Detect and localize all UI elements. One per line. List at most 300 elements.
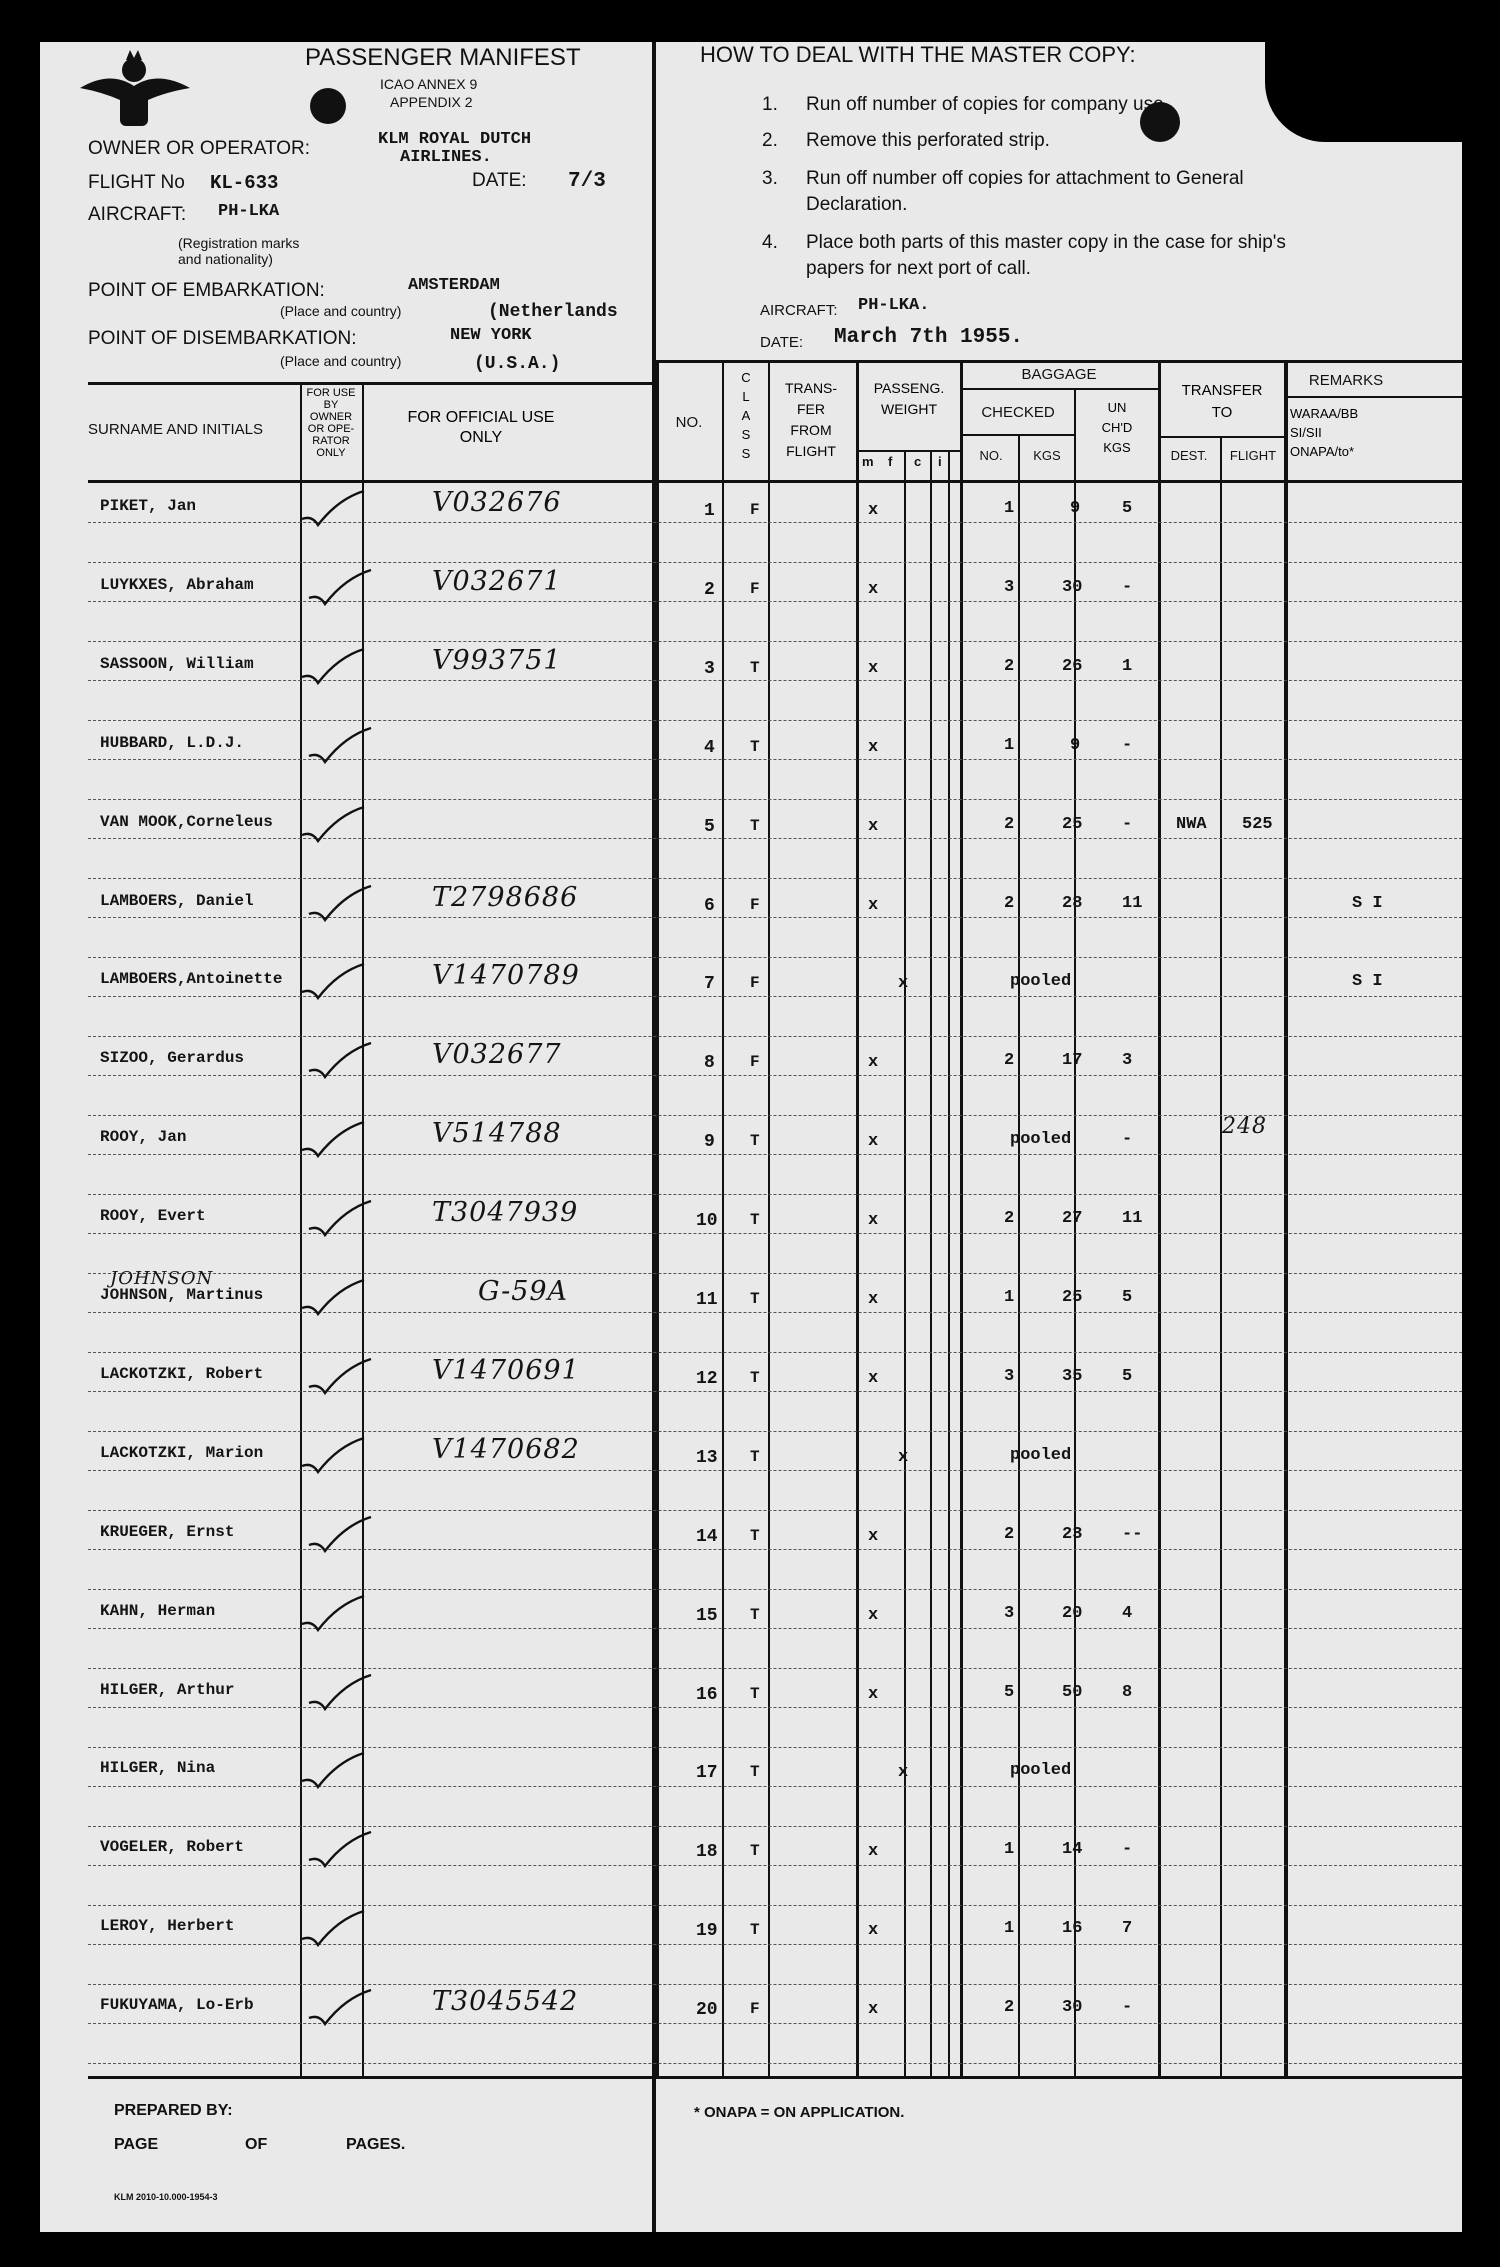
table-row xyxy=(40,645,1462,693)
checkmark-icon xyxy=(305,1673,375,1713)
passenger-number: 7 xyxy=(704,974,715,994)
unchecked-kgs: -- xyxy=(1122,1525,1143,1544)
col-weight-subheads xyxy=(858,452,960,478)
official-passport-number: T3045542 xyxy=(432,1986,579,2017)
unchecked-kgs: - xyxy=(1122,1130,1133,1149)
checkmark-icon xyxy=(298,1909,368,1949)
passenger-number: 16 xyxy=(696,1685,718,1705)
manifest-title: PASSENGER MANIFEST xyxy=(305,44,581,71)
table-row xyxy=(40,487,1462,535)
bag-kgs: 23 xyxy=(1062,1525,1083,1544)
owner-value: KLM ROYAL DUTCH xyxy=(378,130,532,149)
weight-subhead: i xyxy=(938,454,942,469)
instruction-text: Run off number of copies for company use. xyxy=(806,94,1169,115)
weight-subhead: m xyxy=(862,454,874,469)
passenger-class: T xyxy=(750,817,760,835)
passenger-number: 15 xyxy=(696,1606,718,1626)
col-class-letter: A xyxy=(741,408,751,423)
row-rule xyxy=(88,1747,1462,1748)
passenger-number: 12 xyxy=(696,1369,718,1389)
weight-subhead: f xyxy=(888,454,893,469)
onapa-note: * ONAPA = ON APPLICATION. xyxy=(694,2104,905,2121)
unchecked-kgs: 3 xyxy=(1122,1051,1133,1070)
row-rule xyxy=(88,957,1462,958)
passenger-number: 11 xyxy=(696,1290,718,1310)
official-passport-number: T3047939 xyxy=(432,1197,579,1228)
passenger-class: T xyxy=(750,1211,760,1229)
embark-country: (Netherlands xyxy=(488,302,618,322)
col-owner-line: ONLY xyxy=(316,447,346,459)
weight-mark: x xyxy=(898,974,909,993)
checked-divider xyxy=(962,434,1074,436)
weight-mark: x xyxy=(868,580,879,599)
instruction-text: Remove this perforated strip. xyxy=(806,130,1050,151)
row-rule xyxy=(88,562,1462,563)
checkmark-icon xyxy=(305,1515,375,1555)
row-rule xyxy=(88,2063,1462,2064)
bag-count: 5 xyxy=(1004,1683,1015,1702)
aircraft-note: and nationality) xyxy=(178,251,273,267)
instruction-number: 2. xyxy=(762,130,778,151)
bag-kgs: 30 xyxy=(1062,578,1083,597)
unchecked-kgs: - xyxy=(1122,736,1133,755)
unchecked-kgs: 5 xyxy=(1122,499,1133,518)
table-row xyxy=(40,1915,1462,1955)
passenger-name: PIKET, Jan xyxy=(100,497,197,515)
table-row xyxy=(40,1355,1462,1403)
klm-crown-logo xyxy=(70,48,200,138)
pages-label: PAGES. xyxy=(346,2136,406,2153)
bag-count: 2 xyxy=(1004,815,1015,834)
weight-mark: x xyxy=(868,1369,879,1388)
weight-mark: x xyxy=(868,1685,879,1704)
col-unchd-line: KGS xyxy=(1103,440,1131,455)
disembark-country: (U.S.A.) xyxy=(474,354,561,374)
passenger-class: F xyxy=(750,974,760,992)
weight-mark: x xyxy=(868,1842,879,1861)
appendix: APPENDIX 2 xyxy=(390,94,473,110)
col-passeng-line: WEIGHT xyxy=(881,401,937,417)
passenger-class: T xyxy=(750,1448,760,1466)
col-passeng-line: PASSENG. xyxy=(873,380,945,396)
col-remarks-sub xyxy=(1290,404,1410,461)
col-class xyxy=(724,368,768,463)
disembark-label: POINT OF DISEMBARKATION: xyxy=(88,328,357,349)
checkmark-icon xyxy=(305,726,375,766)
print-code: KLM 2010-10.000-1954-3 xyxy=(114,2192,218,2202)
table-row xyxy=(40,1114,1462,1166)
passenger-class: T xyxy=(750,1132,760,1150)
passenger-class: F xyxy=(750,2000,760,2018)
passenger-number: 6 xyxy=(704,896,715,916)
weight-mark: x xyxy=(868,1290,879,1309)
bag-count: 2 xyxy=(1004,894,1015,913)
col-no: NO. xyxy=(675,414,703,431)
flight-value: KL-633 xyxy=(210,172,279,194)
of-label: OF xyxy=(245,2136,268,2153)
weight-mark: x xyxy=(898,1448,909,1467)
col-class-letter: L xyxy=(742,389,750,404)
col-unchd-line: CH'D xyxy=(1101,420,1133,435)
header-bottom-line-right xyxy=(656,360,1462,363)
col-transfer-from-line: FROM xyxy=(790,422,832,438)
row-rule xyxy=(88,1431,1462,1432)
passenger-class: T xyxy=(750,659,760,677)
col-transfer-from-line: TRANS- xyxy=(784,380,838,396)
passenger-name: ROOY, Jan xyxy=(100,1128,187,1146)
passenger-number: 2 xyxy=(704,580,715,600)
bag-kgs: 9 xyxy=(1070,499,1081,518)
table-row xyxy=(40,1679,1462,1719)
passenger-class: T xyxy=(750,1369,760,1387)
table-row xyxy=(40,1434,1462,1482)
header-bottom-line-left xyxy=(88,382,652,385)
passenger-number: 5 xyxy=(704,817,715,837)
column-header-bottom xyxy=(88,480,1462,483)
passenger-class: F xyxy=(750,501,760,519)
checkmark-icon xyxy=(298,489,368,529)
row-rule xyxy=(88,1194,1462,1195)
passenger-name: LEROY, Herbert xyxy=(100,1917,235,1935)
checkmark-icon xyxy=(305,1357,375,1397)
weight-mark: x xyxy=(868,738,879,757)
official-passport-number: V1470682 xyxy=(432,1434,580,1465)
official-passport-number: V514788 xyxy=(432,1118,562,1149)
weight-subhead: c xyxy=(914,454,922,469)
col-remarks-sub-line: ONAPA/to* xyxy=(1290,444,1355,459)
place-country-note: (Place and country) xyxy=(280,303,402,319)
table-row xyxy=(40,1039,1462,1087)
official-passport-number: T2798686 xyxy=(432,882,579,913)
checkmark-icon xyxy=(305,568,375,608)
unchecked-kgs: 5 xyxy=(1122,1288,1133,1307)
table-row xyxy=(40,732,1462,772)
passenger-number: 4 xyxy=(704,738,715,758)
instruction-text: papers for next port of call. xyxy=(806,258,1031,279)
transfer-divider xyxy=(1158,436,1284,438)
owner-label: OWNER OR OPERATOR: xyxy=(88,138,311,159)
bag-count: 2 xyxy=(1004,1998,1015,2017)
col-transfer-from-line: FER xyxy=(797,401,825,417)
weight-mark: x xyxy=(868,896,879,915)
instruction-number: 1. xyxy=(762,94,778,115)
weight-mark: x xyxy=(868,1132,879,1151)
col-official-use xyxy=(366,408,596,448)
unchecked-kgs: - xyxy=(1122,1840,1133,1859)
passenger-name: HILGER, Nina xyxy=(100,1759,216,1777)
row-rule xyxy=(88,799,1462,800)
unchecked-kgs: - xyxy=(1122,1998,1133,2017)
weight-mark: x xyxy=(868,817,879,836)
row-rule xyxy=(88,878,1462,879)
instruction-text: Place both parts of this master copy in the case for ship's xyxy=(806,232,1286,253)
col-checked: CHECKED xyxy=(981,404,1055,421)
col-remarks-sub-line: WARAA/BB xyxy=(1290,406,1359,421)
col-bag-no: NO. xyxy=(979,448,1003,463)
passenger-number: 14 xyxy=(696,1527,718,1547)
col-transfer-to xyxy=(1162,380,1282,424)
row-rule xyxy=(88,1905,1462,1906)
bag-count: 3 xyxy=(1004,1604,1015,1623)
passenger-number: 20 xyxy=(696,2000,718,2020)
col-transfer-from xyxy=(770,378,852,462)
remarks-value: S I xyxy=(1352,972,1383,991)
bag-count: 2 xyxy=(1004,1051,1015,1070)
row-rule xyxy=(88,1984,1462,1985)
weight-mark: x xyxy=(868,1053,879,1072)
passenger-class: T xyxy=(750,1921,760,1939)
passenger-number: 19 xyxy=(696,1921,718,1941)
bag-count: 2 xyxy=(1004,1209,1015,1228)
checkmark-icon xyxy=(298,1278,368,1318)
col-owner-line: FOR USE xyxy=(306,387,356,399)
table-row xyxy=(40,1600,1462,1640)
unchecked-kgs: 7 xyxy=(1122,1919,1133,1938)
place-country-note: (Place and country) xyxy=(280,353,402,369)
passenger-number: 13 xyxy=(696,1448,718,1468)
checkmark-icon xyxy=(305,1199,375,1239)
passenger-number: 8 xyxy=(704,1053,715,1073)
passenger-name: VAN MOOK,Corneleus xyxy=(100,813,273,831)
col-owner-line: BY xyxy=(323,399,339,411)
row-rule xyxy=(88,1668,1462,1669)
weight-mark: x xyxy=(868,2000,879,2019)
weight-mark: x xyxy=(868,1527,879,1546)
transfer-dest: NWA xyxy=(1176,815,1207,834)
row-rule xyxy=(88,641,1462,642)
passenger-name: KRUEGER, Ernst xyxy=(100,1523,235,1541)
bag-count: 2 xyxy=(1004,657,1015,676)
passenger-name: SASSOON, William xyxy=(100,655,254,673)
checkmark-icon xyxy=(305,1988,375,2028)
passenger-class: T xyxy=(750,738,760,756)
col-baggage: BAGGAGE xyxy=(1021,366,1097,383)
passenger-name: LACKOTZKI, Marion xyxy=(100,1444,264,1462)
table-row xyxy=(40,1986,1462,2034)
instr-aircraft-value: PH-LKA. xyxy=(858,296,930,315)
passenger-name: LAMBOERS, Daniel xyxy=(100,892,254,910)
row-rule xyxy=(88,1352,1462,1353)
embark-label: POINT OF EMBARKATION: xyxy=(88,280,325,301)
col-class-letter: S xyxy=(741,446,751,461)
column-rule xyxy=(904,450,906,2076)
passenger-name: ROOY, Evert xyxy=(100,1207,206,1225)
passenger-name: SIZOO, Gerardus xyxy=(100,1049,245,1067)
col-unchecked xyxy=(1078,398,1156,458)
weight-mark: x xyxy=(868,1921,879,1940)
bag-count: 3 xyxy=(1004,1367,1015,1386)
embark-value: AMSTERDAM xyxy=(408,276,500,295)
unchecked-kgs: 8 xyxy=(1122,1683,1133,1702)
bag-kgs: 35 xyxy=(1062,1367,1083,1386)
row-rule xyxy=(88,1589,1462,1590)
col-class-letter: S xyxy=(741,427,751,442)
transfer-flight: 525 xyxy=(1242,815,1273,834)
bag-count: 1 xyxy=(1004,736,1015,755)
instruction-number: 4. xyxy=(762,232,778,253)
checkmark-icon xyxy=(298,805,368,845)
passenger-name: LAMBOERS,Antoinette xyxy=(100,970,283,988)
passenger-class: T xyxy=(750,1290,760,1308)
weight-mark: x xyxy=(868,659,879,678)
table-row xyxy=(40,1268,1462,1324)
table-row xyxy=(40,811,1462,851)
torn-corner xyxy=(1265,42,1462,142)
col-bag-kgs: KGS xyxy=(1033,448,1061,463)
passenger-class: T xyxy=(750,1842,760,1860)
passenger-number: 3 xyxy=(704,659,715,679)
disembark-value: NEW YORK xyxy=(450,326,532,345)
baggage-divider xyxy=(962,388,1158,390)
table-row xyxy=(40,960,1462,1008)
owner-value-2: AIRLINES. xyxy=(400,148,492,167)
col-unchd-line: UN xyxy=(1107,400,1127,415)
official-passport-number: V032677 xyxy=(432,1039,562,1070)
weight-mark: x xyxy=(868,1211,879,1230)
page-label: PAGE xyxy=(114,2136,159,2153)
bag-count: 2 xyxy=(1004,1525,1015,1544)
bag-kgs: 17 xyxy=(1062,1051,1083,1070)
bag-kgs: 20 xyxy=(1062,1604,1083,1623)
checkmark-icon xyxy=(298,647,368,687)
checkmark-icon xyxy=(305,1041,375,1081)
checkmark-icon xyxy=(298,1751,368,1791)
passenger-number: 1 xyxy=(704,501,715,521)
col-owner-line: RATOR xyxy=(312,435,350,447)
unchecked-kgs: 11 xyxy=(1122,1209,1143,1228)
column-rule xyxy=(930,450,932,2076)
passenger-class: T xyxy=(750,1763,760,1781)
bag-pooled: pooled xyxy=(1010,1761,1072,1780)
passenger-class: T xyxy=(750,1685,760,1703)
official-passport-number: G-59A xyxy=(478,1276,569,1307)
checkmark-icon xyxy=(298,962,368,1002)
instruction-number: 3. xyxy=(762,168,778,189)
passenger-name-handwritten: JOHNSON xyxy=(110,1268,214,1289)
unchecked-kgs: - xyxy=(1122,578,1133,597)
col-for-use-by-owner xyxy=(302,387,360,459)
weight-mark: x xyxy=(868,1606,879,1625)
row-rule xyxy=(88,1510,1462,1511)
icao-annex: ICAO ANNEX 9 xyxy=(380,76,478,92)
row-rule xyxy=(88,1826,1462,1827)
official-passport-number: V1470691 xyxy=(432,1355,580,1386)
remarks-value: S I xyxy=(1352,894,1383,913)
instructions-title: HOW TO DEAL WITH THE MASTER COPY: xyxy=(700,42,1136,67)
column-rule xyxy=(948,450,950,2076)
bag-kgs: 50 xyxy=(1062,1683,1083,1702)
bag-kgs: 25 xyxy=(1062,815,1083,834)
passenger-class: F xyxy=(750,896,760,914)
manifest-sheet xyxy=(40,42,1462,2232)
bag-kgs: 27 xyxy=(1062,1209,1083,1228)
instruction-text: Run off number off copies for attachment to General xyxy=(806,168,1244,189)
passenger-class: T xyxy=(750,1606,760,1624)
col-official-line: FOR OFFICIAL USE xyxy=(407,409,555,426)
instr-aircraft-label: AIRCRAFT: xyxy=(760,302,838,319)
col-transfer-from-line: FLIGHT xyxy=(786,443,836,459)
bag-count: 1 xyxy=(1004,1840,1015,1859)
weight-mark: x xyxy=(898,1763,909,1782)
row-rule xyxy=(88,1273,1462,1274)
weight-mark: x xyxy=(868,501,879,520)
checkmark-icon xyxy=(305,884,375,924)
unchecked-kgs: - xyxy=(1122,815,1133,834)
col-surname: SURNAME AND INITIALS xyxy=(88,421,264,438)
passenger-name: VOGELER, Robert xyxy=(100,1838,245,1856)
instr-date-value: March 7th 1955. xyxy=(834,326,1024,349)
bag-kgs: 16 xyxy=(1062,1919,1083,1938)
transfer-flight: 248 xyxy=(1222,1114,1267,1139)
passenger-name: JOHNSON, Martinus xyxy=(100,1286,264,1304)
row-rule xyxy=(88,1036,1462,1037)
table-bottom xyxy=(88,2076,1462,2079)
bag-count: 1 xyxy=(1004,1919,1015,1938)
table-row xyxy=(40,1757,1462,1797)
unchecked-kgs: 4 xyxy=(1122,1604,1133,1623)
instr-date-label: DATE: xyxy=(760,334,804,351)
official-passport-number: V032671 xyxy=(432,566,562,597)
passenger-name: FUKUYAMA, Lo-Erb xyxy=(100,1996,254,2014)
passenger-number: 17 xyxy=(696,1763,718,1783)
bag-kgs: 26 xyxy=(1062,657,1083,676)
checkmark-icon xyxy=(305,1830,375,1870)
bag-kgs: 14 xyxy=(1062,1840,1083,1859)
official-passport-number: V1470789 xyxy=(432,960,580,991)
col-dest: DEST. xyxy=(1170,448,1208,463)
col-remarks: REMARKS xyxy=(1308,372,1384,389)
bag-count: 1 xyxy=(1004,1288,1015,1307)
table-row xyxy=(40,1197,1462,1245)
passenger-name: HUBBARD, L.D.J. xyxy=(100,734,245,752)
checkmark-icon xyxy=(298,1594,368,1634)
checkmark-icon xyxy=(298,1120,368,1160)
col-flight: FLIGHT xyxy=(1229,448,1277,463)
passenger-class: F xyxy=(750,580,760,598)
remarks-divider xyxy=(1286,396,1462,398)
unchecked-kgs: 11 xyxy=(1122,894,1143,913)
passenger-number: 9 xyxy=(704,1132,715,1152)
prepared-by-label: PREPARED BY: xyxy=(114,2102,233,2119)
official-passport-number: V993751 xyxy=(432,645,562,676)
aircraft-value: PH-LKA xyxy=(218,202,280,221)
row-rule xyxy=(88,720,1462,721)
passenger-class: F xyxy=(750,1053,760,1071)
bag-kgs: 9 xyxy=(1070,736,1081,755)
passenger-name: KAHN, Herman xyxy=(100,1602,216,1620)
bag-count: 3 xyxy=(1004,578,1015,597)
bag-kgs: 28 xyxy=(1062,894,1083,913)
passenger-name: LACKOTZKI, Robert xyxy=(100,1365,264,1383)
col-transfer-to-line: TRANSFER xyxy=(1181,382,1263,399)
col-official-line: ONLY xyxy=(459,429,503,446)
table-row xyxy=(40,882,1462,930)
passenger-class: T xyxy=(750,1527,760,1545)
table-row xyxy=(40,1836,1462,1876)
bag-count: 1 xyxy=(1004,499,1015,518)
unchecked-kgs: 1 xyxy=(1122,657,1133,676)
bag-kgs: 30 xyxy=(1062,1998,1083,2017)
table-row xyxy=(40,566,1462,614)
punch-hole xyxy=(310,88,346,124)
bag-pooled: pooled xyxy=(1010,1130,1072,1149)
bag-kgs: 25 xyxy=(1062,1288,1083,1307)
passenger-name: LUYKXES, Abraham xyxy=(100,576,254,594)
date-label: DATE: xyxy=(472,170,527,191)
date-value: 7/3 xyxy=(568,170,606,193)
col-owner-line: OR OPE- xyxy=(307,423,355,435)
table-row xyxy=(40,1521,1462,1561)
